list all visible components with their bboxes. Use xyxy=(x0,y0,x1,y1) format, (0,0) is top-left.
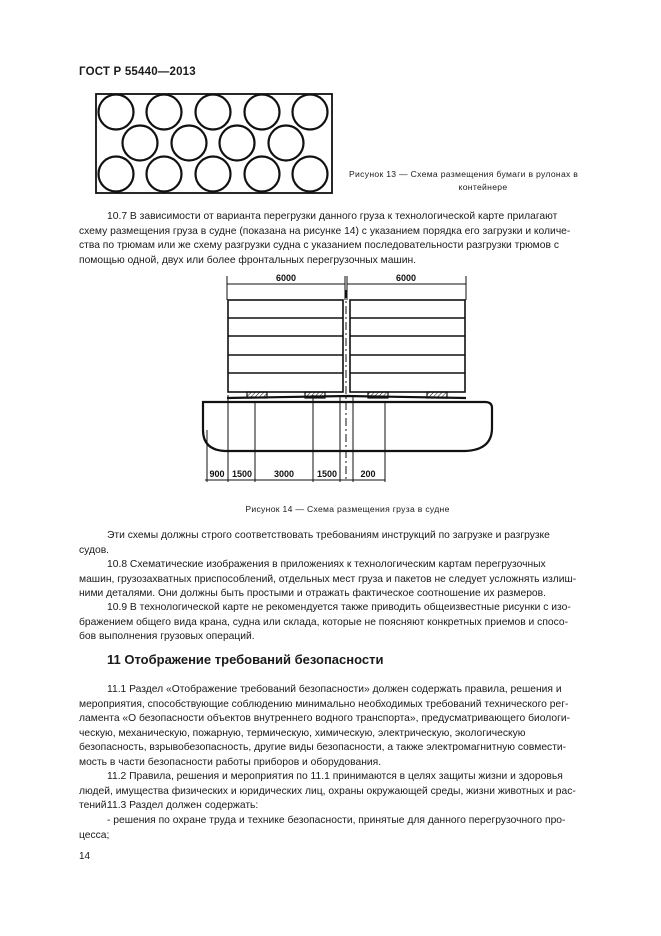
text-line: - решения по охране труда и технике безопасности, принятые для данного перегрузочного про- xyxy=(107,815,566,826)
paragraph-schemes xyxy=(79,529,616,558)
dimension-label: 1500 xyxy=(231,469,253,479)
dimension-label: 900 xyxy=(209,469,225,479)
text-line: цесса; xyxy=(79,829,110,841)
text-line: 11.1 Раздел «Отображение требований безопасности» должен содержать правила, решения и xyxy=(107,684,562,695)
text-line: машин, грузозахватных приспособлений, отдельных мест груза и пакетов не следует усложнять излиш- xyxy=(79,573,577,585)
text-line: схему размещения груза в судне (показана на рисунке 14) с указанием порядка его загрузки и количе- xyxy=(79,225,571,237)
text-line: тений. xyxy=(79,800,110,812)
text-line: бов выполнения грузовых операций. xyxy=(79,631,255,643)
paragraph-10-7 xyxy=(79,210,616,268)
text-line: безопасность, взрывобезопасность, другие виды безопасности, а также электромагнитную совмести- xyxy=(79,742,567,754)
paragraph-10-8 xyxy=(79,558,616,602)
text-line: ними деталями. Они должны быть простыми и отражать фактическое соотношение их размеров. xyxy=(79,588,546,600)
dimension-label: 1500 xyxy=(316,469,338,479)
text-line: людей, имущества физических и юридических лиц, охраны окружающей среды, жизни животных и рас- xyxy=(79,785,576,797)
text-line: ства по трюмам или же схему разгрузки судна с указанием последовательности разгрузки трюмов с xyxy=(79,240,559,252)
text-line: 11.2 Правила, решения и мероприятия по 11.1 принимаются в целях защиты жизни и здоровья xyxy=(107,771,563,782)
text-line: 10.7 В зависимости от варианта перегрузки данного груза к технологической карте прилагают xyxy=(107,211,558,222)
text-line: ческую, механическую, пожарную, термическую, химическую, электрическую, экологическую xyxy=(79,727,526,739)
document-code: ГОСТ Р 55440—2013 xyxy=(79,66,196,78)
ship-hull xyxy=(203,402,492,451)
section-11-heading: 11 Отображение требований безопасности xyxy=(107,652,384,667)
figure-14-ship-scheme xyxy=(195,270,500,492)
text-line: судов. xyxy=(79,544,110,556)
text-line: ламента «О безопасности объектов внутреннего водного транспорта», предусматривающего биологи- xyxy=(79,713,571,725)
text-line: мость в части безопасности работы приборов и оборудования. xyxy=(79,756,382,768)
list-item xyxy=(79,814,616,843)
dimension-label: 6000 xyxy=(395,273,417,283)
dimension-label: 3000 xyxy=(273,469,295,479)
text-line: Эти схемы должны строго соответствовать требованиям инструкций по загрузке и разгрузке xyxy=(107,530,550,541)
text-line: 10.8 Схематические изображения в приложениях к технологическим картам перегрузочных xyxy=(107,559,546,570)
dimension-label: 200 xyxy=(360,469,376,479)
container-outline xyxy=(96,94,332,193)
figure-13-caption-line2: контейнере xyxy=(458,181,508,192)
figure-13-caption-line1: Рисунок 13 — Схема размещения бумаги в рулонах в xyxy=(349,169,579,179)
cargo-stack-right xyxy=(350,300,465,392)
dimension-label: 6000 xyxy=(275,273,297,283)
text-line: мероприятия, способствующие соблюдению минимально необходимых требований технического рег- xyxy=(79,698,569,710)
figure-13-caption xyxy=(349,168,617,193)
text-line: 10.9 В технологической карте не рекомендуется также приводить общеизвестные рисунки с изо- xyxy=(107,602,571,613)
text-line: бражением общего вида крана, судна или склада, которые не поясняют конкретных приемов и спосо- xyxy=(79,616,569,628)
text-line: 11.3 Раздел должен содержать: xyxy=(107,800,259,811)
paragraph-11-3 xyxy=(79,799,616,814)
figure-14-caption: Рисунок 14 — Схема размещения груза в судне xyxy=(245,504,450,514)
cargo-stack-left xyxy=(228,300,343,392)
page-number: 14 xyxy=(79,851,91,862)
figure-13-roll-layout xyxy=(95,93,333,194)
paragraph-11-1 xyxy=(79,683,616,771)
paragraph-10-9 xyxy=(79,601,616,645)
text-line: помощью одной, двух или более фронтальных перегрузочных машин. xyxy=(79,254,417,266)
